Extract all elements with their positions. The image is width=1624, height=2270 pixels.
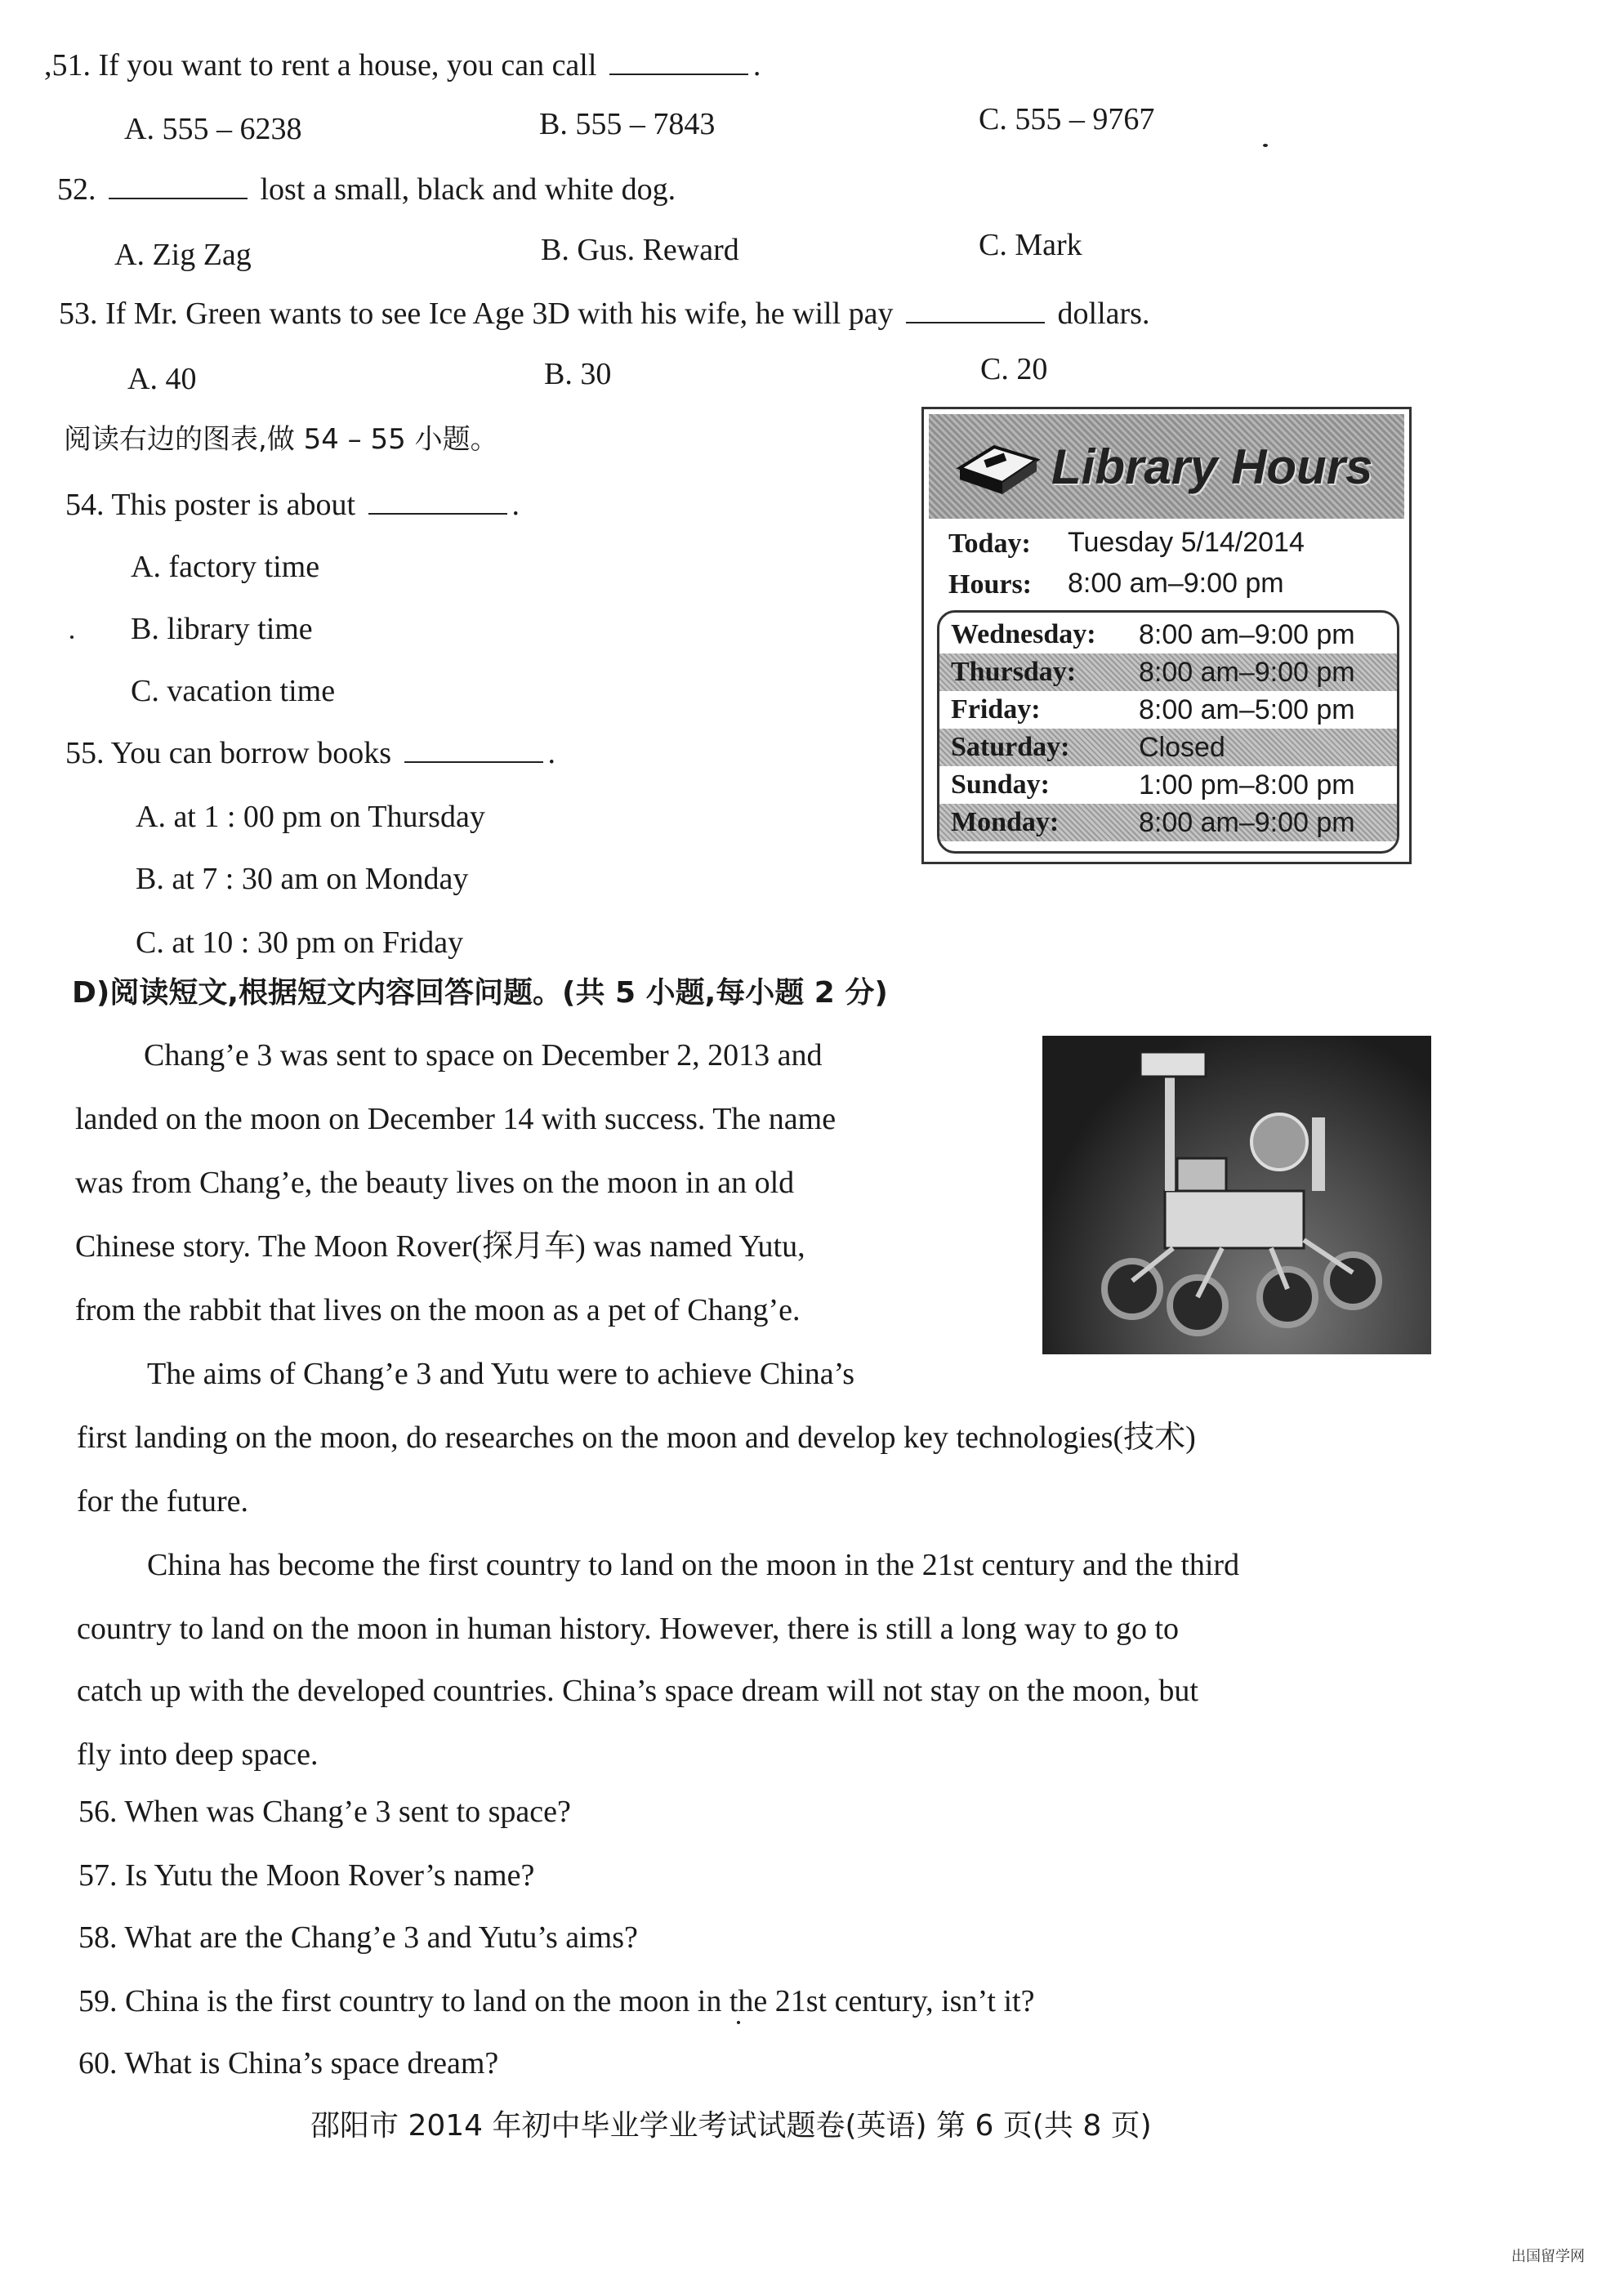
answer-blank	[404, 737, 543, 763]
moon-rover-photo	[1042, 1036, 1431, 1354]
today-label: Today:	[948, 528, 1031, 559]
passage-line: landed on the moon on December 14 with success. The name	[75, 1102, 837, 1136]
passage-line: catch up with the developed countries. China’s space dream will not stay on the moon, but	[77, 1674, 1198, 1708]
week-hours: 8:00 am–9:00 pm	[1139, 619, 1355, 650]
passage-line: China has become the first country to land on the moon in the 21st century and the third	[147, 1548, 1240, 1582]
q51-stem: ,51. If you want to rent a house, you can call .	[44, 48, 761, 83]
passage-line: Chinese story. The Moon Rover(探月车) was named Yutu,	[75, 1229, 805, 1264]
q54-option-b: B. library time	[131, 612, 313, 646]
passage-line: country to land on the moon in human history. However, there is still a long way to go to	[77, 1612, 1180, 1646]
today-value: Tuesday 5/14/2014	[1068, 527, 1305, 558]
library-hours-poster	[921, 407, 1412, 864]
poster-header	[929, 414, 1404, 519]
hours-label: Hours:	[948, 569, 1032, 600]
week-day: Saturday:	[951, 732, 1070, 762]
q52-stem: 52. lost a small, black and white dog.	[57, 172, 676, 207]
q51-option-b: B. 555 – 7843	[539, 107, 716, 141]
q54-option-c: C. vacation time	[131, 674, 336, 708]
answer-blank	[609, 49, 748, 75]
week-hours: 8:00 am–9:00 pm	[1139, 807, 1355, 838]
scan-speck	[70, 636, 74, 639]
q53-option-c: C. 20	[980, 352, 1048, 386]
week-hours: 8:00 am–9:00 pm	[1139, 657, 1355, 688]
passage-line: for the future.	[77, 1484, 248, 1519]
week-row	[939, 691, 1397, 729]
week-hours: Closed	[1139, 732, 1225, 763]
book-icon	[953, 435, 1043, 501]
q52-option-c: C. Mark	[979, 228, 1082, 262]
week-row	[939, 804, 1397, 841]
week-day: Sunday:	[951, 769, 1050, 800]
page-footer: 邵阳市 2014 年初中毕业学业考试试题卷(英语) 第 6 页(共 8 页)	[310, 2109, 1152, 2143]
question-60: 60. What is China’s space dream?	[78, 2046, 499, 2080]
week-row	[939, 653, 1397, 691]
q53-stem: 53. If Mr. Green wants to see Ice Age 3D with his wife, he will pay dollars.	[59, 297, 1150, 331]
passage-line: from the rabbit that lives on the moon as a pet of Chang’e.	[75, 1293, 801, 1327]
passage-line: fly into deep space.	[77, 1737, 319, 1772]
q51-option-c: C. 555 – 9767	[979, 102, 1155, 136]
q55-stem: 55. You can borrow books .	[65, 736, 555, 770]
answer-blank	[109, 173, 248, 199]
week-row	[939, 616, 1397, 653]
q53-option-a: A. 40	[127, 362, 197, 396]
q55-option-c: C. at 10 : 30 pm on Friday	[136, 925, 464, 960]
answer-blank	[368, 488, 507, 515]
q54-stem: 54. This poster is about .	[65, 488, 520, 522]
passage-line: Chang’e 3 was sent to space on December 2, 2013 and	[144, 1038, 823, 1073]
week-row	[939, 766, 1397, 804]
passage-line: was from Chang’e, the beauty lives on the moon in an old	[75, 1166, 795, 1200]
answer-blank	[906, 297, 1045, 323]
q55-option-a: A. at 1 : 00 pm on Thursday	[136, 800, 485, 834]
scan-speck	[737, 2021, 740, 2024]
question-59: 59. China is the first country to land on the moon in the 21st century, isn’t it?	[78, 1984, 1035, 2018]
hours-value: 8:00 am–9:00 pm	[1068, 568, 1284, 599]
q54-option-a: A. factory time	[131, 550, 320, 584]
weekly-hours-table	[937, 610, 1399, 854]
week-day: Monday:	[951, 807, 1060, 837]
moon-rover-illustration	[1042, 1036, 1431, 1354]
week-hours: 1:00 pm–8:00 pm	[1139, 769, 1355, 801]
site-watermark: 出国留学网	[1511, 2248, 1585, 2265]
week-day: Thursday:	[951, 657, 1077, 687]
section-d-heading: D)阅读短文,根据短文内容回答问题。(共 5 小题,每小题 2 分)	[72, 976, 888, 1010]
week-day: Friday:	[951, 694, 1041, 725]
question-56: 56. When was Chang’e 3 sent to space?	[78, 1795, 571, 1829]
instruction-54-55: 阅读右边的图表,做 54 – 55 小题。	[64, 423, 498, 456]
scan-speck	[1263, 144, 1268, 147]
question-57: 57. Is Yutu the Moon Rover’s name?	[78, 1858, 535, 1893]
q55-option-b: B. at 7 : 30 am on Monday	[136, 862, 469, 896]
passage-line: first landing on the moon, do researches on the moon and develop key technologies(技术)	[77, 1420, 1196, 1455]
week-row	[939, 729, 1397, 766]
week-day: Wednesday:	[951, 619, 1096, 649]
q52-option-a: A. Zig Zag	[114, 238, 252, 272]
poster-title: Library Hours	[1051, 439, 1373, 494]
week-hours: 8:00 am–5:00 pm	[1139, 694, 1355, 725]
passage-line: The aims of Chang’e 3 and Yutu were to achieve China’s	[147, 1357, 855, 1391]
q53-option-b: B. 30	[544, 357, 612, 391]
question-58: 58. What are the Chang’e 3 and Yutu’s aims?	[78, 1920, 638, 1955]
q51-option-a: A. 555 – 6238	[124, 112, 302, 146]
q52-option-b: B. Gus. Reward	[541, 233, 739, 267]
